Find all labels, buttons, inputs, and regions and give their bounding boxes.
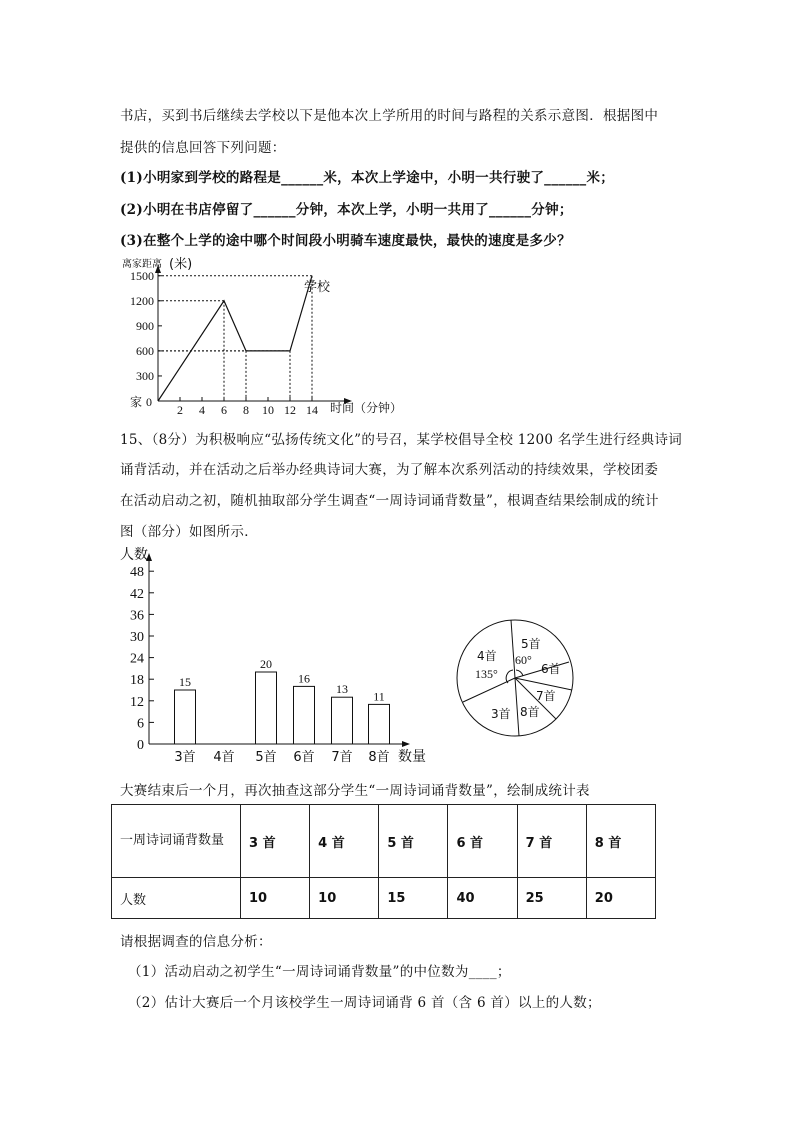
poem-count-pie-chart bbox=[455, 618, 580, 743]
table-cell: 25 bbox=[517, 878, 586, 919]
bar-category-label: 4首 bbox=[213, 750, 235, 765]
bar-category-label: 3首 bbox=[174, 750, 196, 765]
intro-line-2: 提供的信息回答下列问题： bbox=[120, 140, 286, 156]
x-tick-label: 4 bbox=[199, 403, 205, 417]
x-tick-label: 2 bbox=[177, 403, 183, 417]
analysis-question-1: （1）活动启动之初学生“一周诗词诵背数量”的中位数为____； bbox=[128, 964, 511, 980]
intro-line-1: 书店，买到书后继续去学校以下是他本次上学所用的时间与路程的关系示意图．根据图中 bbox=[120, 108, 659, 124]
pie-label-4-poems: 4首 bbox=[477, 649, 497, 663]
question-2: (2)小明在书店停留了______分钟，本次上学，小明一共用了______分钟； bbox=[120, 202, 573, 218]
bar bbox=[369, 704, 390, 744]
bar-value-label: 16 bbox=[298, 671, 310, 686]
bar-category-label: 7首 bbox=[331, 750, 353, 765]
bar-y-tick-label: 12 bbox=[130, 694, 144, 710]
table-header-row bbox=[112, 805, 656, 878]
y-tick-label: 1200 bbox=[130, 293, 154, 308]
y-tick-label: 1500 bbox=[130, 268, 154, 283]
bar-y-tick-label: 0 bbox=[137, 738, 144, 753]
problem-15-line-3: 在活动启动之初，随机抽取部分学生调查“一周诗词诵背数量”，根调查结果绘制成的统计 bbox=[120, 493, 659, 509]
bar-category-label: 8首 bbox=[368, 750, 390, 765]
bar-value-label: 15 bbox=[179, 675, 191, 689]
pie-angle-60: 60° bbox=[515, 653, 532, 667]
table-row-label: 人数 bbox=[112, 878, 241, 919]
bar-value-label: 20 bbox=[260, 657, 272, 671]
table-header-cell: 8 首 bbox=[586, 805, 655, 878]
bar-value-label: 11 bbox=[373, 689, 385, 704]
y-tick-label: 300 bbox=[136, 368, 154, 383]
table-header-cell: 7 首 bbox=[517, 805, 586, 878]
y-tick-label: 600 bbox=[136, 343, 154, 358]
bar-y-tick-label: 36 bbox=[130, 608, 144, 624]
x-tick-label: 6 bbox=[221, 403, 227, 417]
problem-15-line-4: 图（部分）如图所示． bbox=[120, 524, 258, 540]
bar bbox=[175, 690, 196, 744]
bar-y-tick-label: 42 bbox=[130, 586, 144, 602]
bar bbox=[332, 697, 353, 744]
problem-15-line-1: 15、（8分）为积极响应“弘扬传统文化”的号召，某学校倡导全校 1200 名学生进行经典诗词 bbox=[120, 432, 683, 448]
poem-count-bar-chart bbox=[112, 545, 442, 770]
pie-label-8-poems: 8首 bbox=[520, 705, 540, 719]
table-row bbox=[112, 878, 656, 919]
table-header-cell: 3 首 bbox=[241, 805, 310, 878]
analysis-intro: 请根据调查的信息分析： bbox=[120, 934, 272, 950]
pie-slice-divider bbox=[515, 678, 519, 736]
bar-y-tick-label: 24 bbox=[130, 651, 144, 667]
pie-label-3-poems: 3首 bbox=[491, 707, 511, 721]
y-tick-label: 900 bbox=[136, 318, 154, 333]
bar-y-tick-label: 48 bbox=[130, 565, 144, 581]
question-3: (3)在整个上学的途中哪个时间段小明骑车速度最快，最快的速度是多少？ bbox=[120, 233, 571, 249]
post-contest-stats-table bbox=[111, 804, 656, 919]
table-header-cell: 一周诗词诵背数量 bbox=[112, 805, 241, 878]
origin-tick: 0 bbox=[146, 395, 152, 409]
x-tick-label: 12 bbox=[284, 403, 296, 417]
analysis-question-2: （2）估计大赛后一个月该校学生一周诗词诵背 6 首（含 6 首）以上的人数； bbox=[128, 995, 601, 1011]
table-cell: 20 bbox=[586, 878, 655, 919]
bar-y-axis-label: 人数 bbox=[120, 547, 148, 563]
angle-arc-60 bbox=[516, 670, 523, 676]
angle-arc-135 bbox=[506, 670, 513, 683]
pie-slice-divider bbox=[511, 620, 515, 678]
pie-label-7-poems: 7首 bbox=[536, 689, 556, 703]
bar-category-label: 5首 bbox=[255, 750, 277, 765]
question-1: (1)小明家到学校的路程是______米，本次上学途中，小明一共行驶了______米； bbox=[120, 170, 615, 186]
bar-y-tick-label: 18 bbox=[130, 673, 144, 689]
table-cell: 10 bbox=[310, 878, 379, 919]
bar bbox=[294, 686, 315, 744]
table-header-cell: 4 首 bbox=[310, 805, 379, 878]
school-annotation: 学校 bbox=[304, 280, 331, 295]
bar-y-tick-label: 30 bbox=[130, 630, 144, 645]
y-axis-label-prefix: 离家距离 bbox=[122, 259, 162, 270]
pie-angle-135: 135° bbox=[475, 667, 498, 681]
pie-label-6-poems: 6首 bbox=[541, 662, 561, 676]
distance-time-chart bbox=[120, 255, 420, 420]
table-header-cell: 5 首 bbox=[379, 805, 448, 878]
problem-15-line-2: 诵背活动，并在活动之后举办经典诗词大赛，为了解本次系列活动的持续效果，学校团委 bbox=[120, 462, 659, 478]
table-cell: 15 bbox=[379, 878, 448, 919]
bar-category-label: 6首 bbox=[293, 750, 315, 765]
x-axis-label: 时间（分钟） bbox=[330, 401, 403, 415]
table-cell: 40 bbox=[448, 878, 517, 919]
table-header-cell: 6 首 bbox=[448, 805, 517, 878]
x-tick-label: 14 bbox=[306, 403, 318, 417]
after-contest-line: 大赛结束后一个月，再次抽查这部分学生“一周诗词诵背数量”，绘制成统计表 bbox=[120, 783, 590, 799]
origin-home-label: 家 bbox=[130, 395, 143, 409]
table-cell: 10 bbox=[241, 878, 310, 919]
bar-x-axis-label: 数量 bbox=[398, 749, 426, 765]
bar-y-tick-label: 6 bbox=[137, 716, 144, 732]
bar-value-label: 13 bbox=[336, 682, 348, 697]
x-tick-label: 10 bbox=[262, 403, 274, 417]
bar bbox=[256, 672, 277, 744]
route-line bbox=[158, 276, 312, 401]
y-axis-label-unit: (米) bbox=[169, 257, 193, 272]
pie-label-5-poems: 5首 bbox=[521, 637, 541, 651]
x-tick-label: 8 bbox=[243, 403, 249, 417]
